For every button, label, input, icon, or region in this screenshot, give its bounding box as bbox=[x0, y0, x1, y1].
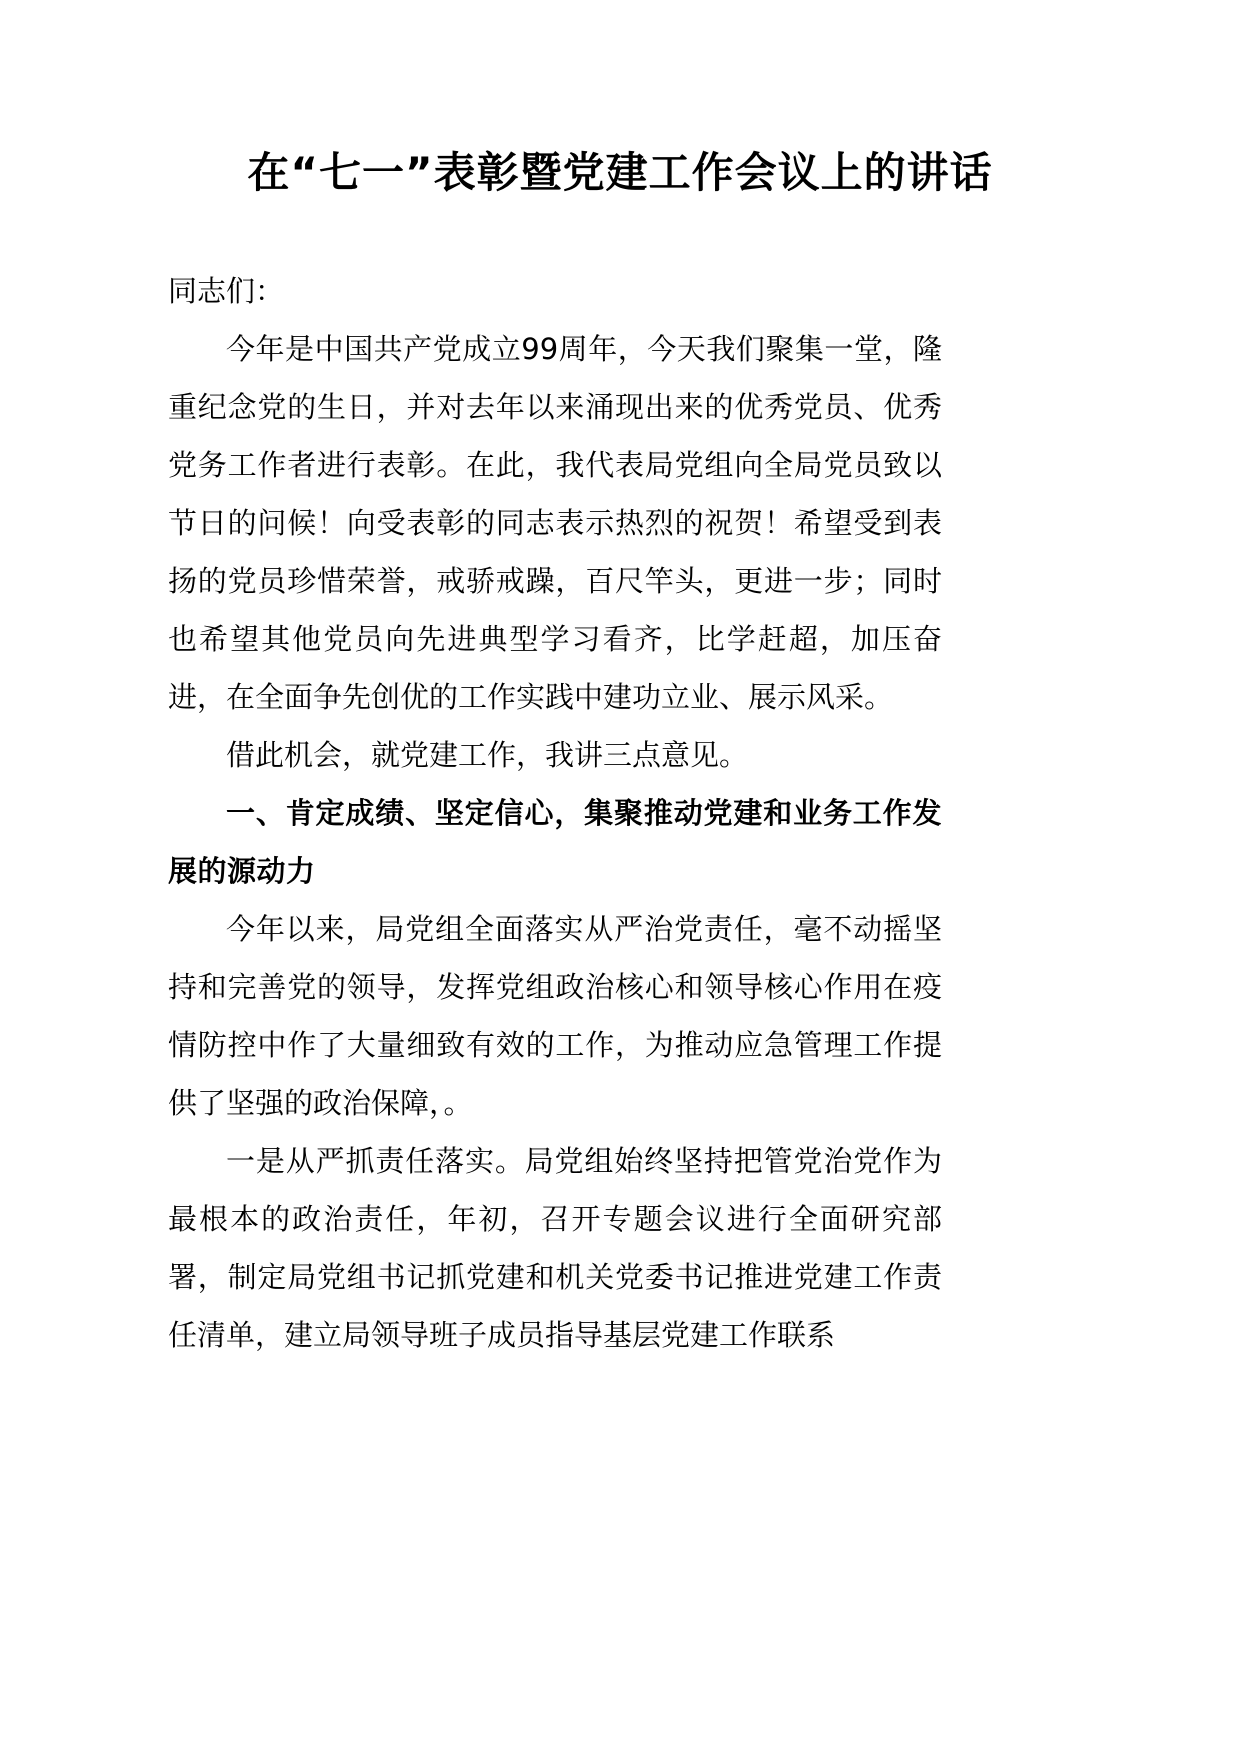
section-heading-1: 一、肯定成绩、坚定信心，集聚推动党建和业务工作发展的源动力 bbox=[168, 796, 942, 888]
paragraph-three-points: 借此机会，就党建工作，我讲三点意见。 bbox=[226, 738, 749, 772]
document-title: 在“七一”表彰暨党建工作会议上的讲话 bbox=[247, 148, 993, 197]
salutation: 同志们： bbox=[168, 274, 285, 308]
paragraph-achievements: 今年以来，局党组全面落实从严治党责任，毫不动摇坚持和完善党的领导，发挥党组政治核心和领导核心作用在疫情防控中作了大量细致有效的工作，为推动应急管理工作提供了坚强的政治保障，。 bbox=[168, 912, 942, 1120]
document-body bbox=[168, 262, 942, 1364]
paragraph-opening: 今年是中国共产党成立99周年，今天我们聚集一堂，隆重纪念党的生日，并对去年以来涌现出来的优秀党员、优秀党务工作者进行表彰。在此，我代表局党组向全局党员致以节日的问候！向受表彰的同志表示热烈的祝贺！希望受到表扬的党员珍惜荣誉，戒骄戒躁，百尺竿头，更进一步；同时也希望其他党员向先进典型学习看齐，比学赶超，加压奋进，在全面争先创优的工作实践中建功立业、展示风采。 bbox=[168, 332, 942, 714]
paragraph-responsibility: 一是从严抓责任落实。局党组始终坚持把管党治党作为最根本的政治责任，年初，召开专题会议进行全面研究部署，制定局党组书记抓党建和机关党委书记推进党建工作责任清单，建立局领导班子成员指导基层党建工作联系 bbox=[168, 1144, 942, 1352]
